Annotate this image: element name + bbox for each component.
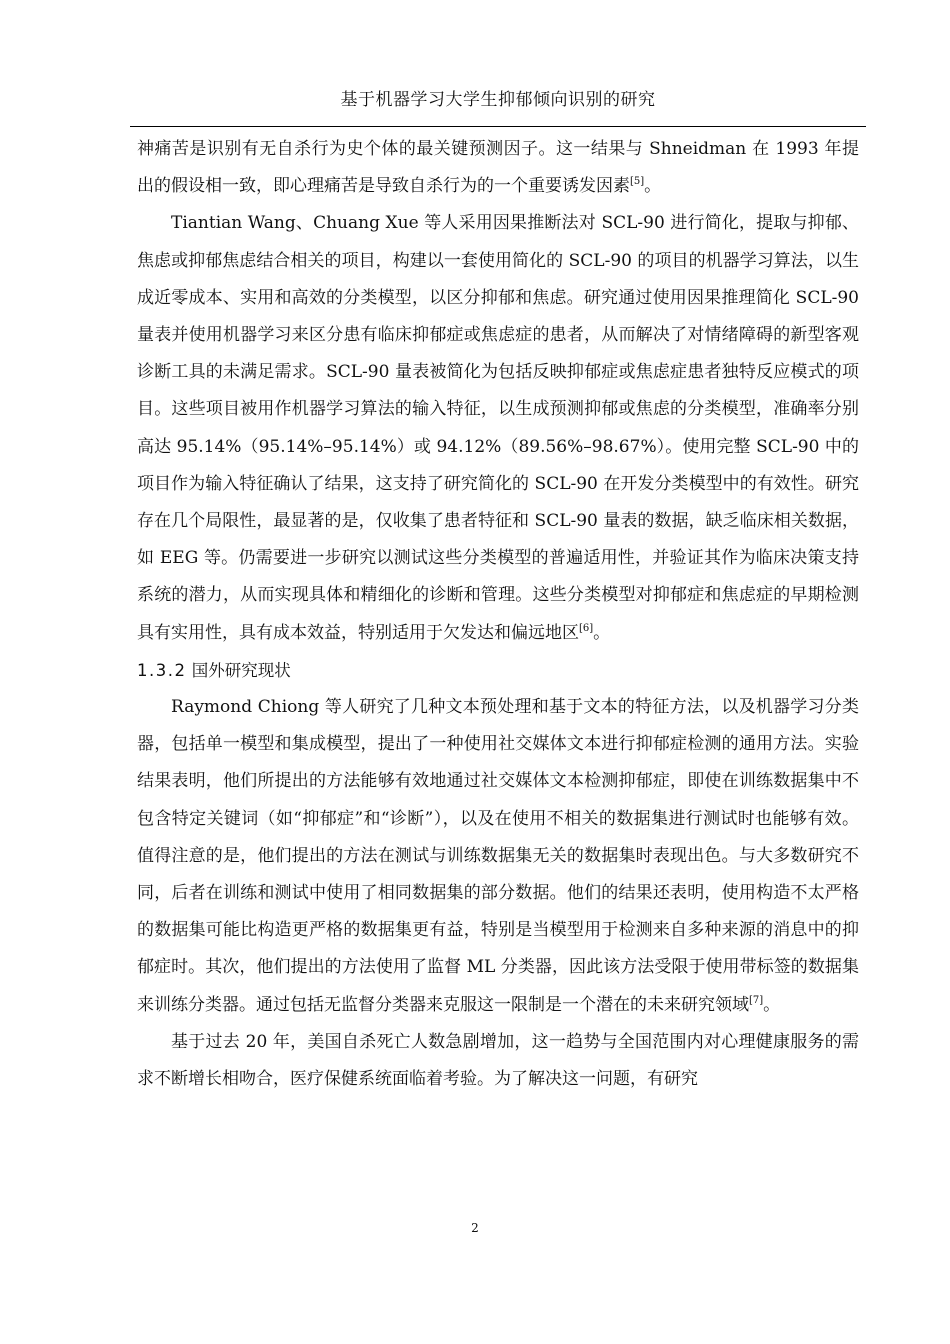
citation-5: [5] bbox=[630, 176, 645, 188]
paragraph-4 bbox=[137, 1024, 859, 1098]
paragraph-2 bbox=[137, 205, 859, 651]
running-header-title: 基于机器学习大学生抑郁倾向识别的研究 bbox=[340, 90, 656, 110]
paragraph-3-text: Raymond Chiong 等人研究了几种文本预处理和基于文本的特征方法，以及机器学习分类器，包括单一模型和集成模型，提出了一种使用社交媒体文本进行抑郁症检测的通用方法。实验结果表明，他们所提出的方法能够有效地通过社交媒体文本检测抑郁症，即使在训练数据集中不包含特定关键词（如“抑郁症”和“诊断”），以及在使用不相关的数据集进行测试时也能够有效。值得注意的是，他们提出的方法在测试与训练数据集无关的数据集时表现出色。与大多数研究不同，后者在训练和测试中使用了相同数据集的部分数据。他们的结果还表明，使用构造不太严格的数据集可能比构造更严格的数据集更有益，特别是当模型用于检测来自多种来源的消息中的抑郁症时。其次，他们提出的方法使用了监督 ML 分类器，因此该方法受限于使用带标签的数据集来训练分类器。通过包括无监督分类器来克服这一限制是一个潜在的未来研究领域 bbox=[137, 697, 859, 1015]
paragraph-1 bbox=[137, 131, 859, 205]
paragraph-1-end: 。 bbox=[644, 176, 662, 197]
paragraph-3-end: 。 bbox=[763, 994, 781, 1015]
citation-6: [6] bbox=[579, 622, 594, 634]
paragraph-2-text: Tiantian Wang、Chuang Xue 等人采用因果推断法对 SCL-90 进行简化，提取与抑郁、焦虑或抑郁焦虑结合相关的项目，构建以一套使用简化的 SCL-90 的项目的机器学习算法，以生成近零成本、实用和高效的分类模型，以区分抑郁和焦虑。研究通过使用因果推理简化 SCL-90 量表并使用机器学习来区分患有临床抑郁症或焦虑症的患者，从而解决了对情绪障碍的新型客观诊断工具的未满足需求。SCL-90 量表被简化为包括反映抑郁症或焦虑症患者独特反应模式的项目。这些项目被用作机器学习算法的输入特征，以生成预测抑郁或焦虑的分类模型，准确率分别高达 95.14%（95.14%–95.14%）或 94.12%（89.56%–98.67%）。使用完整 SCL-90 中的项目作为输入特征确认了结果，这支持了研究简化的 SCL-90 在开发分类模型中的有效性。研究存在几个局限性，最显著的是，仅收集了患者特征和 SCL-90 量表的数据，缺乏临床相关数据，如 EEG 等。仍需要进一步研究以测试这些分类模型的普遍适用性，并验证其作为临床决策支持系统的潜力，从而实现具体和精细化的诊断和管理。这些分类模型对抑郁症和焦虑症的早期检测具有实用性，具有成本效益，特别适用于欠发达和偏远地区 bbox=[137, 213, 859, 643]
section-heading bbox=[137, 652, 859, 689]
header-divider bbox=[130, 126, 866, 127]
paragraph-3 bbox=[137, 689, 859, 1024]
paragraph-4-text: 基于过去 20 年，美国自杀死亡人数急剧增加，这一趋势与全国范围内对心理健康服务的需求不断增长相吻合，医疗保健系统面临着考验。为了解决这一问题，有研究 bbox=[137, 1031, 859, 1090]
paragraph-2-end: 。 bbox=[593, 622, 611, 643]
paragraph-1-text: 神痛苦是识别有无自杀行为史个体的最关键预测因子。这一结果与 Shneidman 在 1993 年提出的假设相一致，即心理痛苦是导致自杀行为的一个重要诱发因素 bbox=[137, 139, 859, 197]
section-title: 国外研究现状 bbox=[191, 660, 291, 680]
section-number: 1.3.2 bbox=[137, 660, 187, 680]
citation-7: [7] bbox=[749, 994, 764, 1006]
body-text bbox=[137, 131, 859, 1098]
page-number: 2 bbox=[471, 1221, 479, 1235]
